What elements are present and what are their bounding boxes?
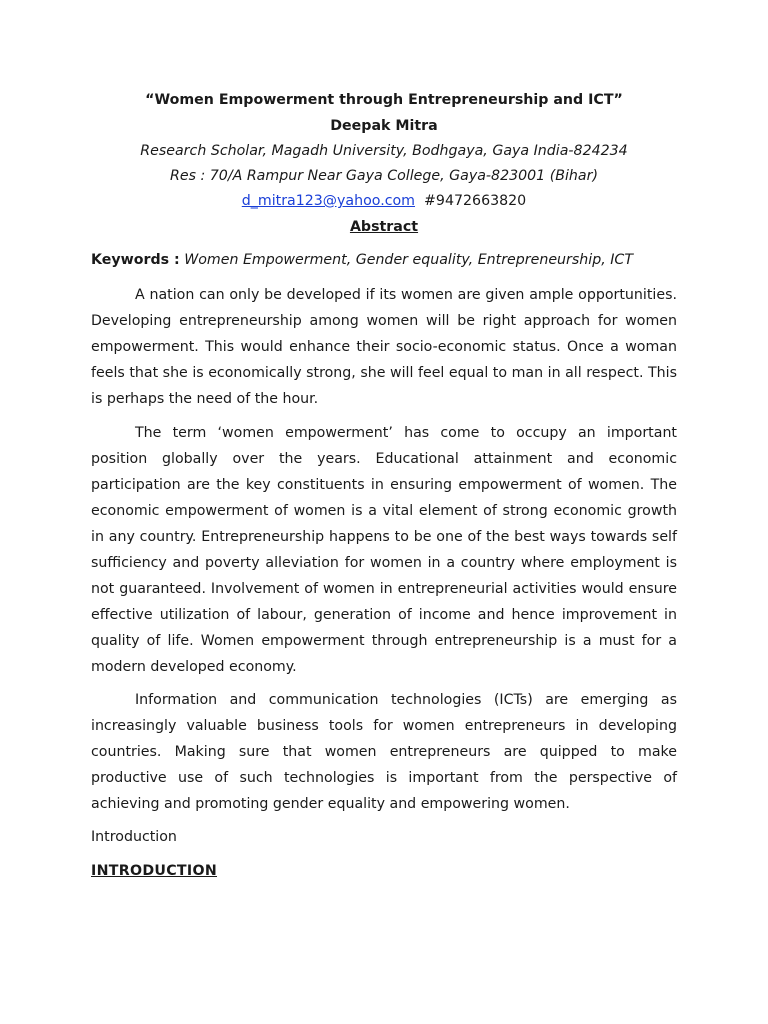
abstract-paragraph-1: A nation can only be developed if its women are given ample opportunities. Developing entrepreneurship among women will be right approach for women empowerment. This would enhance their socio-economic status. Once a woman feels that she is economically strong, she will feel equal to man in all respect. This is perhaps the need of the hour.	[91, 287, 677, 407]
introduction-heading: INTRODUCTION	[91, 863, 218, 879]
abstract-heading: Abstract	[349, 219, 419, 235]
keywords-list: Women Empowerment, Gender equality, Entrepreneurship, ICT	[184, 252, 633, 268]
keywords-label: Keywords :	[91, 252, 180, 268]
author-name: Deepak Mitra	[330, 118, 438, 134]
keywords-line	[91, 252, 677, 268]
author-address: Res : 70/A Rampur Near Gaya College, Gaya-823001 (Bihar)	[170, 168, 598, 184]
introduction-label: Introduction	[91, 829, 177, 845]
contact-line	[0, 193, 768, 209]
abstract-paragraph-2: The term ‘women empowerment’ has come to occupy an important position globally over the years. Educational attainment and economic participation are the key constituents in ensuring empowerment of women. The economic empowerment of women is a vital element of strong economic growth in any country. Entrepreneurship happens to be one of the best ways towards self sufficiency and poverty alleviation for women in a country where employment is not guaranteed. Involvement of women in entrepreneurial activities would ensure effective utilization of labour, generation of income and hence improvement in quality of life. Women empowerment through entrepreneurship is a must for a modern developed economy.	[91, 425, 677, 675]
email-link[interactable]: d_mitra123@yahoo.com	[241, 193, 416, 209]
abstract-paragraph-3: Information and communication technologies (ICTs) are emerging as increasingly valuable business tools for women entrepreneurs in developing countries. Making sure that women entrepreneurs are quipped to make productive use of such technologies is important from the perspective of achieving and promoting gender equality and empowering women.	[91, 692, 677, 812]
author-affiliation: Research Scholar, Magadh University, Bodhgaya, Gaya India-824234	[140, 143, 628, 159]
paper-title: “Women Empowerment through Entrepreneurship and ICT”	[145, 92, 623, 108]
phone-number: #9472663820	[424, 193, 527, 209]
